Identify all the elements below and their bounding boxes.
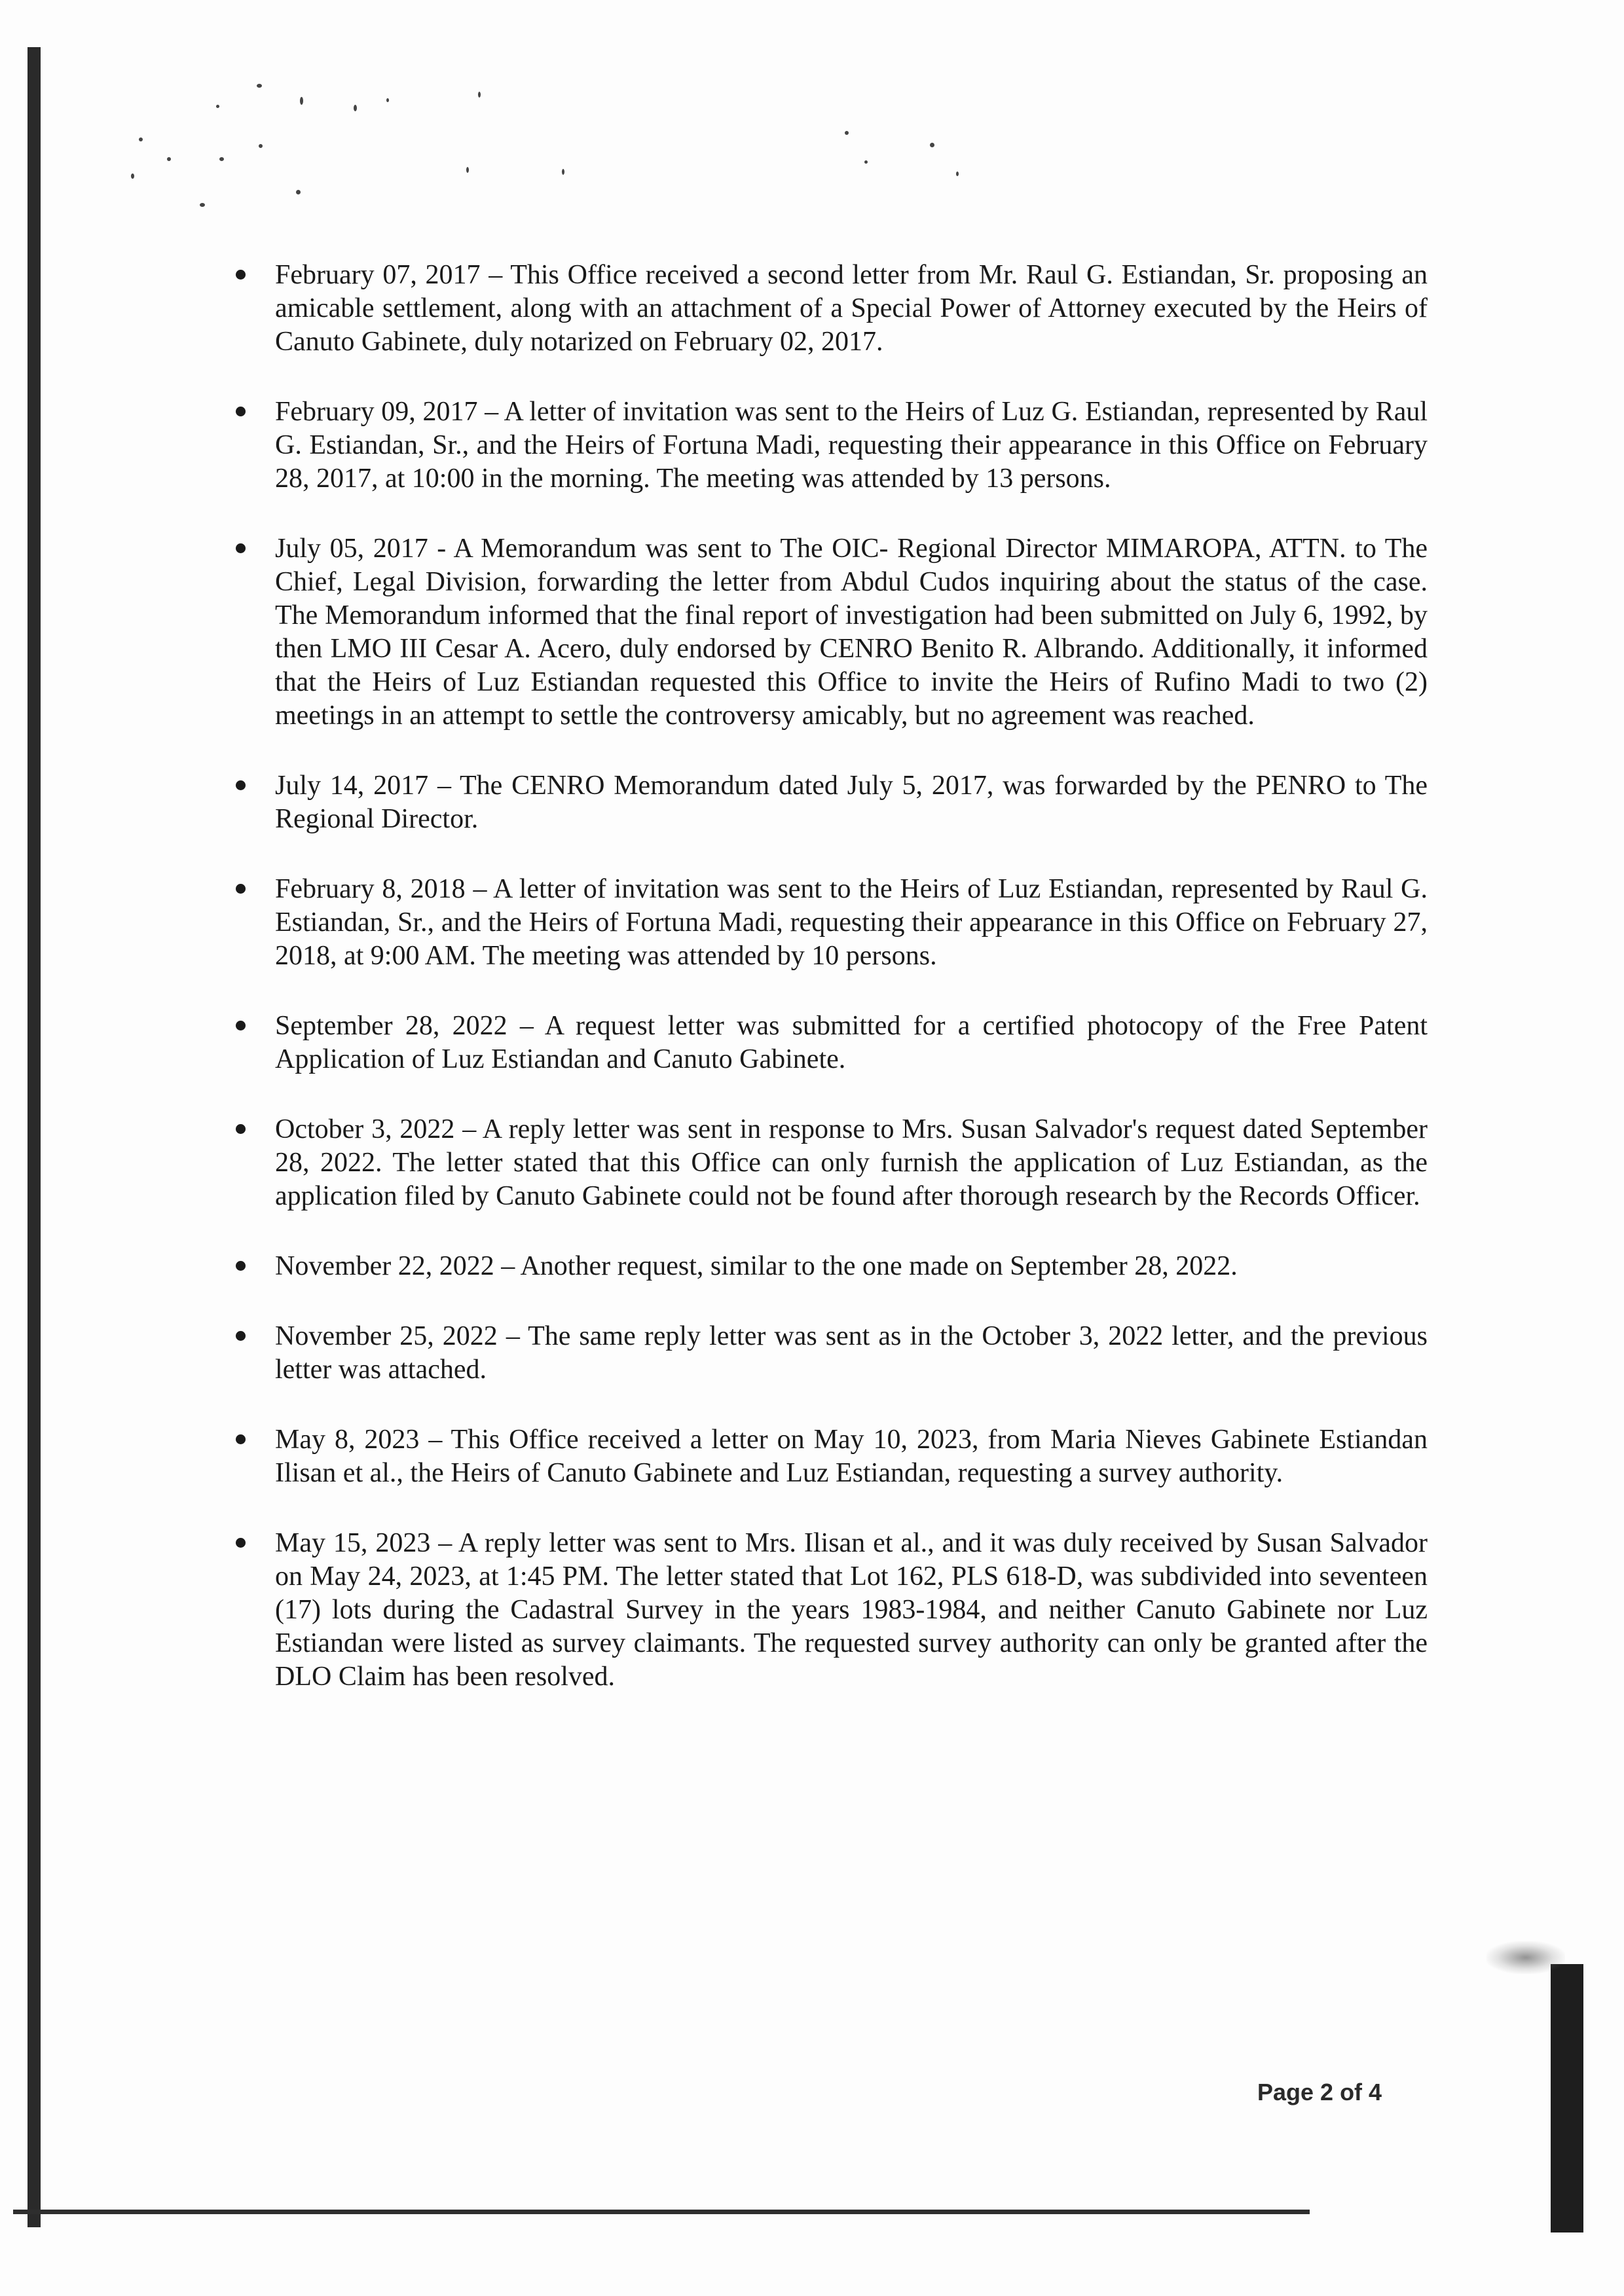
entry-date: February 8, 2018: [275, 874, 466, 904]
bullet-icon: [236, 1261, 246, 1271]
entry-date: November 22, 2022: [275, 1251, 494, 1281]
bullet-icon: [236, 1124, 246, 1134]
timeline-entry: [275, 769, 1428, 836]
bullet-icon: [236, 543, 246, 553]
timeline-entry: [275, 395, 1428, 496]
entry-date: May 15, 2023: [275, 1528, 431, 1558]
bullet-icon: [236, 1538, 246, 1548]
scan-edge-left: [28, 47, 41, 2227]
page-number: Page 2 of 4: [1257, 2079, 1382, 2105]
entry-date: February 07, 2017: [275, 260, 481, 290]
timeline-entry: [275, 259, 1428, 359]
bullet-icon: [236, 884, 246, 894]
entry-text: – A reply letter was sent to Mrs. Ilisan et al., and it was duly received by Susan Salvador on May 24, 2023, at 1:45 PM. The letter stated that Lot 162, PLS 618-D, was subdivided into seventeen (17) lots during the Cadastral Survey in the years 1983-1984, and neither Canuto Gabinete nor Luz Estiandan were listed as survey claimants. The requested survey authority can only be granted after the DLO Claim has been resolved.: [275, 1528, 1428, 1692]
timeline-entry: [275, 1423, 1428, 1490]
timeline-entry: [275, 1527, 1428, 1694]
timeline-entry: [275, 1250, 1428, 1283]
entry-text: - A Memorandum was sent to The OIC- Regional Director MIMAROPA, ATTN. to The Chief, Legal Division, forwarding the letter from Abdul Cudos inquiring about the status of the case. The Memorandum informed that the final report of investigation had been submitted on July 6, 1992, by then LMO III Cesar A. Acero, duly endorsed by CENRO Benito R. Albrando. Additionally, it informed that the Heirs of Luz Estiandan requested this Office to invite the Heirs of Rufino Madi to two (2) meetings in an attempt to settle the controversy amicably, but no agreement was reached.: [275, 534, 1428, 731]
entry-date: September 28, 2022: [275, 1011, 507, 1041]
entry-text: – The same reply letter was sent as in the October 3, 2022 letter, and the previous letter was attached.: [275, 1321, 1428, 1385]
entry-date: February 09, 2017: [275, 397, 478, 427]
entry-text: – This Office received a letter on May 10, 2023, from Maria Nieves Gabinete Estiandan Ilisan et al., the Heirs of Canuto Gabinete and Luz Estiandan, requesting a survey authority.: [275, 1425, 1428, 1488]
entry-date: May 8, 2023: [275, 1425, 420, 1455]
bullet-icon: [236, 1021, 246, 1030]
timeline-entry: [275, 1320, 1428, 1387]
scan-edge-bottom: [13, 2210, 1310, 2214]
bullet-icon: [236, 1434, 246, 1444]
entry-text: – This Office received a second letter from Mr. Raul G. Estiandan, Sr. proposing an amicable settlement, along with an attachment of a Special Power of Attorney executed by the Heirs of Canuto Gabinete, duly notarized on February 02, 2017.: [275, 260, 1428, 357]
entry-date: July 05, 2017: [275, 534, 428, 564]
entry-date: July 14, 2017: [275, 771, 429, 801]
entry-text: – A letter of invitation was sent to the Heirs of Luz Estiandan, represented by Raul G. Estiandan, Sr., and the Heirs of Fortuna Madi, requesting their appearance in this Office on February 27, 2018, at 9:00 AM. The meeting was attended by 10 persons.: [275, 874, 1428, 971]
timeline-entry: [275, 873, 1428, 973]
scan-edge-right: [1551, 1964, 1583, 2232]
entry-text: – Another request, similar to the one made on September 28, 2022.: [501, 1251, 1238, 1281]
timeline-list: [275, 259, 1428, 1694]
timeline-entry: [275, 532, 1428, 733]
entry-date: November 25, 2022: [275, 1321, 498, 1351]
bullet-icon: [236, 270, 246, 280]
scan-smudge: [1486, 1941, 1565, 1974]
entry-text: – The CENRO Memorandum dated July 5, 2017, was forwarded by the PENRO to The Regional Director.: [275, 771, 1428, 834]
bullet-icon: [236, 407, 246, 416]
entry-date: October 3, 2022: [275, 1114, 455, 1144]
entry-text: – A request letter was submitted for a certified photocopy of the Free Patent Application of Luz Estiandan and Canuto Gabinete.: [275, 1011, 1428, 1074]
bullet-icon: [236, 780, 246, 790]
timeline-entry: [275, 1010, 1428, 1076]
bullet-icon: [236, 1331, 246, 1341]
timeline-entry: [275, 1113, 1428, 1213]
entry-text: – A letter of invitation was sent to the Heirs of Luz G. Estiandan, represented by Raul G. Estiandan, Sr., and the Heirs of Fortuna Madi, requesting their appearance in this Office on February 28, 2017, at 10:00 in the morning. The meeting was attended by 13 persons.: [275, 397, 1428, 494]
entry-text: – A reply letter was sent in response to Mrs. Susan Salvador's request dated September 28, 2022. The letter stated that this Office can only furnish the application of Luz Estiandan, as the application filed by Canuto Gabinete could not be found after thorough research by the Records Officer.: [275, 1114, 1428, 1211]
